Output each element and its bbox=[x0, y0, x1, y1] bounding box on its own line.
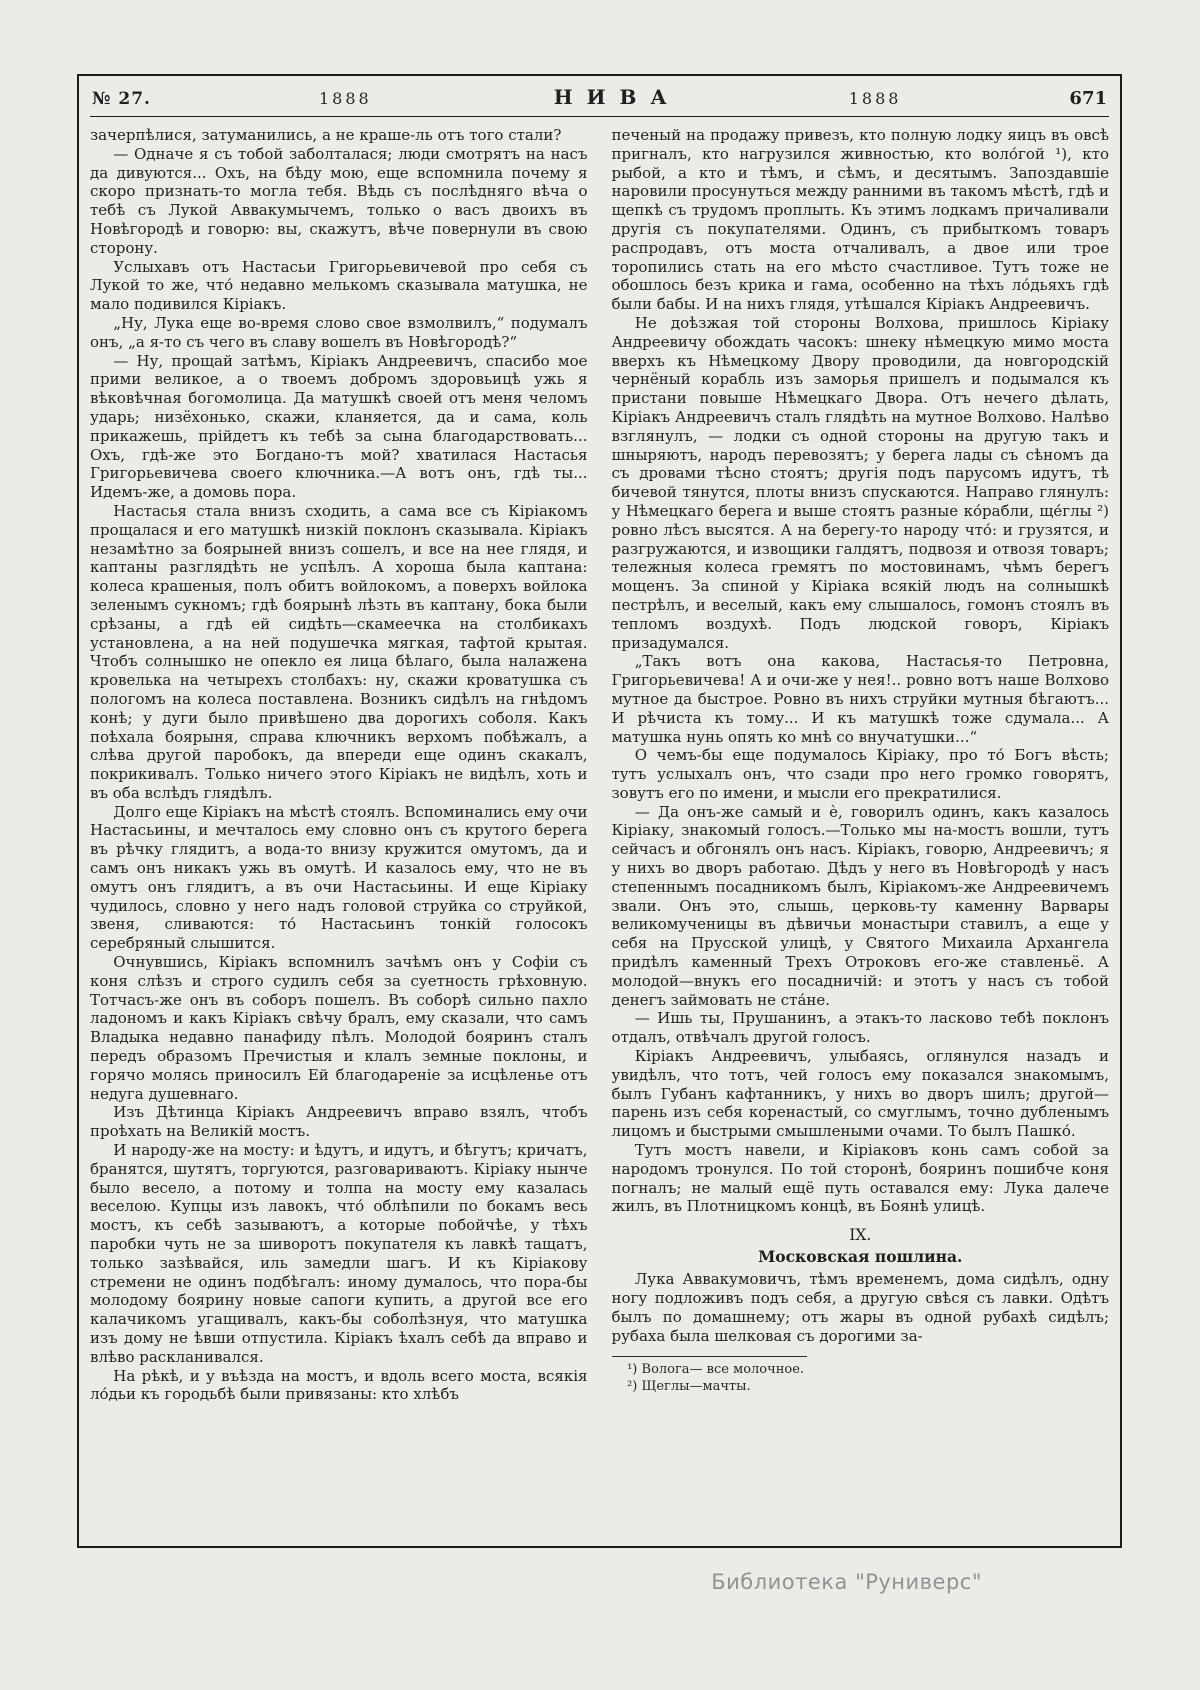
paragraph: Настасья стала внизъ сходить, а сама все съ Кіріакомъ прощалася и его матушкѣ низкій поклонъ сказывала. Кіріакъ незамѣтно за боярыней внизъ сошелъ, и все на нее глядя, и каптаны разглядѣть не успѣлъ. А хороша была каптана: колеса крашеныя, полъ обитъ войлокомъ, а поверхъ войлока зеленымъ сукномъ; гдѣ боярынѣ лѣзть въ каптану, бока были срѣзаны, а гдѣ ей сидѣть—скамеечка на столбикахъ установлена, а на ней подушечка мягкая, тафтой крытая. Чтобъ солнышко не опекло ея лица бѣлаго, была налажена кровелька на четырехъ столбахъ: ну, скажи кроватушка съ пологомъ на колеса поставлена. Возникъ сидѣлъ на гнѣдомъ конѣ; у дуги было привѣшено два дорогихъ соболя. Какъ поѣхала боярыня, справа ключникъ верхомъ побѣжалъ, а слѣва другой паробокъ, да впереди еще одинъ скакалъ, покрикивалъ. Только ничего этого Кіріакъ не видѣлъ, хоть и въ оба вслѣдъ глядѣлъ. bbox=[90, 501, 588, 802]
page-number: 671 bbox=[1069, 88, 1107, 109]
paragraph: — Да онъ-же самый и ѐ, говорилъ одинъ, какъ казалось Кіріаку, знакомый голосъ.—Только мы на-мостъ вошли, тутъ сейчасъ и обгонялъ онъ насъ. Кіріакъ, говорю, Андреевичъ; я у нихъ во дворъ работаю. Дѣдъ у него въ Новѣгородѣ у насъ степеннымъ посадникомъ былъ, Кіріакомъ-же Андреевичемъ звали. Онъ это, слышь, церковь-ту каменну Варвары великомученицы въ дѣвичьи монастыри ставилъ, а еще у себя на Прусской улицѣ, у Святого Михаила Архангела придѣлъ каменный Трехъ Отроковъ его-же ставленьё. А молодой—внукъ его посадничій: и этотъ у насъ съ тобой денегъ займовать не ста́не. bbox=[611, 802, 1109, 1009]
header-left-spacer bbox=[151, 89, 540, 109]
library-watermark: Библиотека "Руниверс" bbox=[711, 1570, 982, 1594]
footnote: ²) Щеглы—мачты. bbox=[627, 1379, 751, 1395]
text-columns bbox=[90, 117, 1109, 1547]
paragraph: „Ну, Лука еще во-время слово свое взмолвилъ,“ подумалъ онъ, „а я-то съ чего въ славу вошелъ въ Новѣгородѣ?“ bbox=[90, 313, 588, 351]
paragraph: О чемъ-бы еще подумалось Кіріаку, про то́ Богъ вѣсть; тутъ услыхалъ онъ, что сзади про него громко говорятъ, зовутъ его по имени, и мысли его прекратилися. bbox=[611, 746, 1109, 802]
paragraph: Не доѣзжая той стороны Волхова, пришлось Кіріаку Андреевичу обождать часокъ: шнеку нѣмецкую мимо моста вверхъ къ Нѣмецкому Двору проводили, да новгородскій чернёный корабль изъ заморья пришелъ и подымался къ пристани повыше Нѣмецкаго Двора. Отъ нечего дѣлать, Кіріакъ Андреевичъ сталъ глядѣть на мутное Волхово. Налѣво взглянулъ, — лодки съ одной стороны на другую такъ и шныряютъ, народъ перевозятъ; у берега лады съ сѣномъ да съ дровами тѣсно стоятъ; другія подъ парусомъ идутъ, тѣ бичевой тянутся, плоты внизъ спускаются. Направо глянулъ: у Нѣмецкаго берега и выше стоятъ разные ко́рабли, ще́глы ²) ровно лѣсъ высятся. А на берегу-то народу что́: и грузятся, и разгружаются, и извощики галдятъ, подвозя и отвозя товаръ; тележныя колеса гремятъ по мостовинамъ, чѣмъ берегъ мощенъ. За спиной у Кіріака всякій людъ на солнышкѣ пестрѣлъ, и веселый, какъ ему слышалось, гомонъ стоялъ въ тепломъ воздухѣ. Подъ людской говоръ, Кіріакъ призадумался. bbox=[611, 313, 1109, 652]
magazine-title: НИВА bbox=[553, 85, 681, 109]
issue-number: № 27. bbox=[92, 89, 151, 109]
footnote-divider bbox=[612, 1356, 807, 1357]
paragraph: — Ишь ты, Прушанинъ, а этакъ-то ласково тебѣ поклонъ отдалъ, отвѣчалъ другой голосъ. bbox=[611, 1009, 1109, 1047]
paragraph: зачерпѣлися, затуманились, а не краше-ль отъ того стали? bbox=[90, 126, 562, 144]
paragraph: „Такъ вотъ она какова, Настасья-то Петровна, Григорьевичева! А и очи-же у нея!.. ровно вотъ наше Волхово мутное да быстрое. Ровно въ нихъ струйки мутныя бѣгаютъ... И рѣчиста къ тому... И къ матушкѣ тоже сдумала... А матушка нунь опять ко мнѣ со внучатушки...“ bbox=[611, 652, 1109, 746]
paragraph: Кіріакъ Андреевичъ, улыбаясь, оглянулся назадъ и увидѣлъ, что тотъ, чей голосъ ему показался знакомымъ, былъ Губанъ кафтанникъ, у нихъ во дворъ шилъ; другой—парень изъ себя коренастый, со смуглымъ, точно дубленымъ лицомъ и быстрыми смышлеными очами. То былъ Пашко́. bbox=[611, 1047, 1109, 1141]
footnotes bbox=[612, 1356, 1110, 1396]
footnote: ¹) Волога— все молочное. bbox=[627, 1362, 805, 1378]
paragraph: Лука Аввакумовичъ, тѣмъ временемъ, дома сидѣлъ, одну ногу подложивъ подъ себя, а другую свѣся съ лавки. Одѣтъ былъ по домашнему; отъ жары въ одной рубахѣ сидѣлъ; рубаха была шелковая съ дорогими за- bbox=[611, 1270, 1109, 1345]
paragraph: И народу-же на мосту: и ѣдутъ, и идутъ, и бѣгутъ; кричатъ, бранятся, шутятъ, торгуются, разговариваютъ. Кіріаку нынче было весело, а потому и толпа на мосту ему казалась веселою. Купцы изъ лавокъ, что́ облѣпили по бокамъ весь мостъ, къ себѣ зазываютъ, а которые побойчѣе, у тѣхъ паробки чуть не за шиворотъ покупателя къ лавкѣ тащатъ, только зазѣвайся, иль замедли шагъ. И къ Кіріакову стремени не одинъ подбѣгалъ: иному думалось, что пора-бы молодому боярину новые сапоги купить, а другой все его калачикомъ угащивалъ, какъ-бы соболѣзнуя, что матушка изъ дому не ѣвши отпустила. Кіріакъ ѣхалъ себѣ да вправо и влѣво раскланивался. bbox=[90, 1141, 588, 1366]
year-right: 1888 bbox=[848, 89, 902, 108]
paragraph: Изъ Дѣтинца Кіріакъ Андреевичъ вправо взялъ, чтобъ проѣхать на Великій мостъ. bbox=[90, 1103, 588, 1141]
paragraph: печеный на продажу привезъ, кто полную лодку яицъ въ овсѣ пригналъ, кто нагрузился живностью, кто воло́гой ¹), кто рыбой, а кто и тѣмъ, и сѣмъ, и десятымъ. Запоздавшіе наровили просунуться между ранними въ такомъ мѣстѣ, гдѣ и щепкѣ съ трудомъ проплыть. Къ этимъ лодкамъ причаливали другія съ покупателями. Одинъ, съ прибыткомъ товаръ распродавъ, отъ моста отчаливалъ, а двое или трое торопились стать на его мѣсто счастливое. Тутъ тоже не обошлось безъ крика и гама, особенно на тѣхъ ло́дьяхъ гдѣ были бабы. И на нихъ глядя, утѣшался Кіріакъ Андреевичъ. bbox=[611, 126, 1109, 314]
paragraph: — Ну, прощай затѣмъ, Кіріакъ Андреевичъ, спасибо мое прими великое, а о твоемъ добромъ здоровьицѣ ужь я вѣковѣчная богомолица. Да матушкѣ своей отъ меня челомъ ударь; низёхонько, скажи, кланяется, да и сама, коль прикажешь, прійдетъ къ тебѣ за сына благодарствовать... Охъ, гдѣ-же это Богдано-тъ мой? хватилася Настасья Григорьевичева своего ключника.—А вотъ онъ, гдѣ ты... Идемъ-же, а домовь пора. bbox=[90, 351, 588, 502]
chapter-title: Московская пошлина. bbox=[758, 1247, 963, 1267]
right-column bbox=[612, 126, 1110, 1547]
paragraph: Тутъ мостъ навели, и Кіріаковъ конь самъ собой за народомъ тронулся. По той сторонѣ, бояринъ пошибче коня погналъ; не малый ещё путь оставался ему: Лука далече жилъ, въ Плотницкомъ концѣ, въ Боянѣ улицѣ. bbox=[611, 1141, 1109, 1216]
page-frame bbox=[77, 74, 1122, 1548]
chapter-number: IX. bbox=[849, 1226, 872, 1245]
page-header bbox=[90, 76, 1109, 117]
left-column bbox=[90, 126, 588, 1547]
header-right-spacer bbox=[681, 89, 1070, 109]
paragraph: — Одначе я съ тобой заболталася; люди смотрятъ на насъ да дивуются... Охъ, на бѣду мою, еще вспомнила почему я скоро признать-то могла тебя. Вѣдь съ послѣдняго вѣча о тебѣ съ Лукой Аввакумычемъ, только о васъ двоихъ въ Новѣгородѣ и говорю: вы, скажутъ, вѣче повернули въ свою сторону. bbox=[90, 144, 588, 257]
paragraph: Очнувшись, Кіріакъ вспомнилъ зачѣмъ онъ у Софіи съ коня слѣзъ и строго судилъ себя за суетность грѣховную. Тотчасъ-же онъ въ соборъ пошелъ. Въ соборѣ сильно пахло ладономъ и какъ Кіріакъ свѣчу бралъ, ему сказали, что самъ Владыка недавно панафиду пѣлъ. Молодой бояринъ сталъ передъ образомъ Пречистыя и клалъ земные поклоны, и горячо молясь приносилъ Ей благодареніе за исцѣленье отъ недуга душевнаго. bbox=[90, 953, 588, 1103]
paragraph: На рѣкѣ, и у въѣзда на мостъ, и вдоль всего моста, всякія ло́дьи къ городьбѣ были привязаны: кто хлѣбъ bbox=[90, 1366, 588, 1404]
paragraph: Услыхавъ отъ Настасьи Григорьевичевой про себя съ Лукой то же, что́ недавно мелькомъ сказывала матушка, не мало подивился Кіріакъ. bbox=[90, 257, 588, 314]
year-left: 1888 bbox=[318, 89, 372, 108]
paragraph: Долго еще Кіріакъ на мѣстѣ стоялъ. Вспоминались ему очи Настасьины, и мечталось ему словно онъ съ крутого берега въ рѣчку глядитъ, а вода-то внизу кружится омутомъ, да и самъ онъ никакъ ужь въ омутѣ. И казалось ему, что не въ омутъ онъ глядитъ, а въ очи Настасьины. И еще Кіріаку чудилось, словно у него надъ головой струйка со струйкой, звеня, сливаются: то́ Настасьинъ тонкій голосокъ серебряный слышится. bbox=[90, 802, 588, 953]
